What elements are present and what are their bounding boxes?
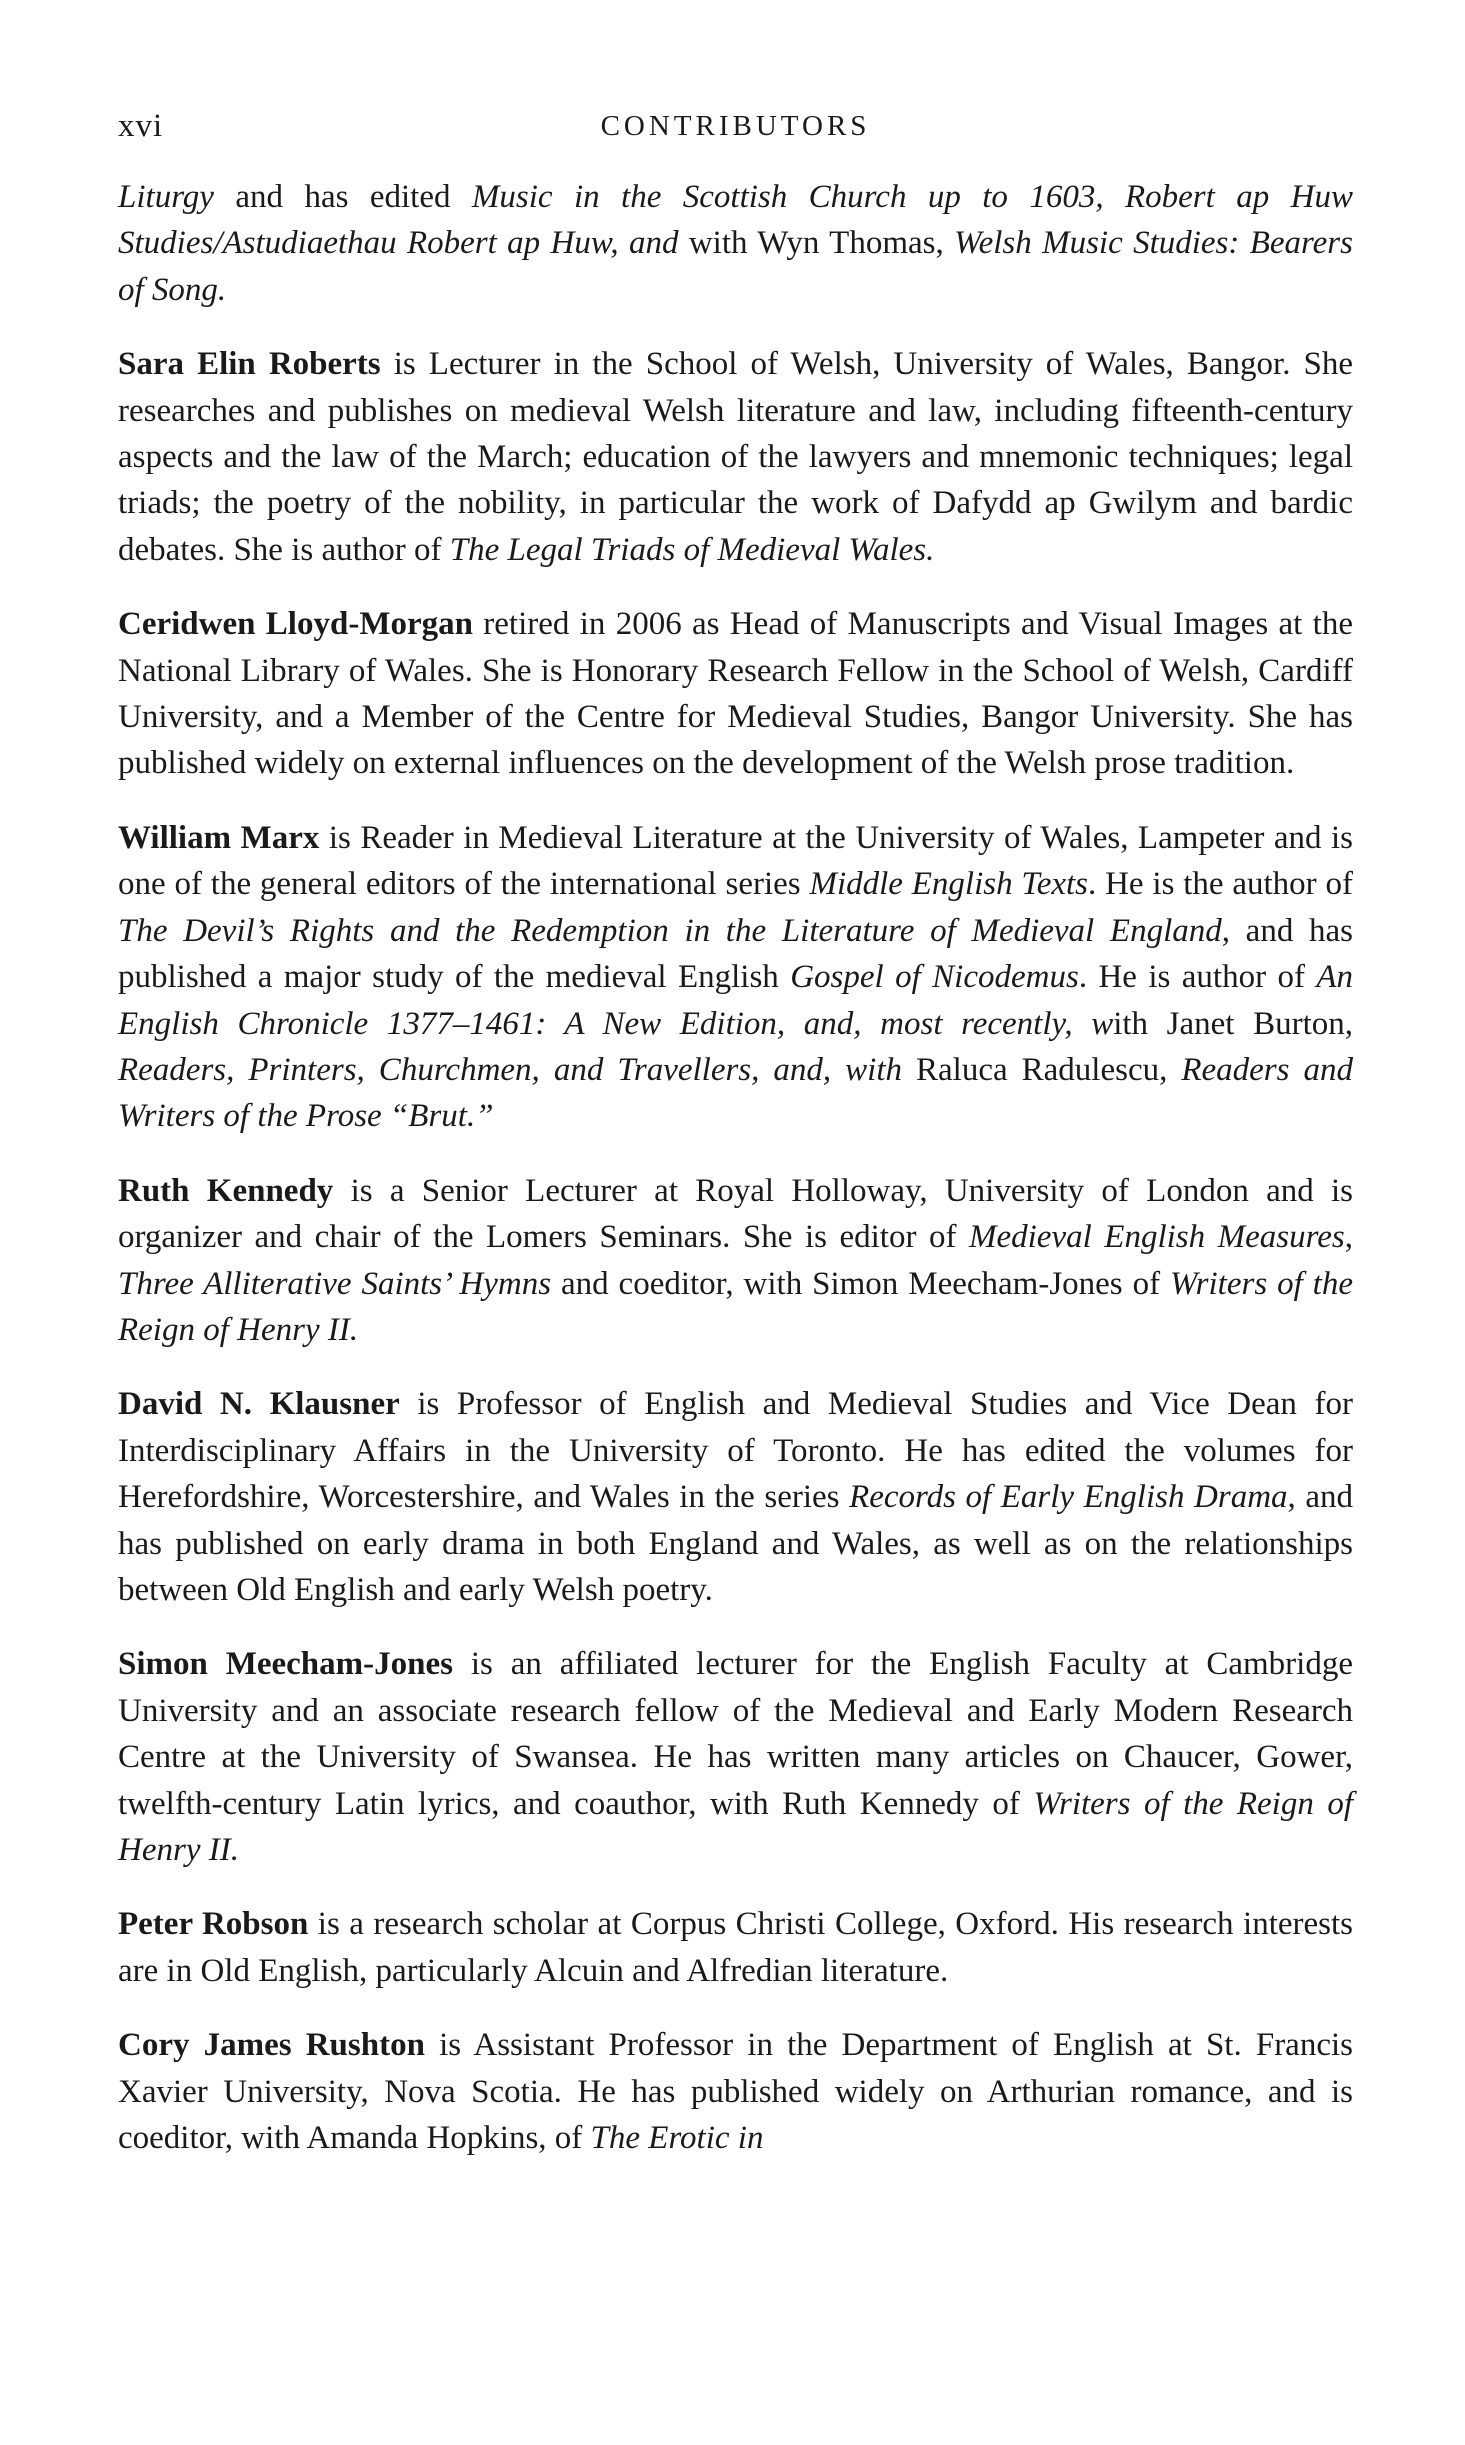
entry-text: is Professor of English and Medieval Studies and Vice Dean for Interdisciplinary Affairs in the University of Toronto. He has edited the volumes for Herefordshire, Worcestershire, and Wales in the series bbox=[118, 1386, 1353, 1516]
contributor-entry-continued bbox=[118, 174, 1353, 313]
entry-text: The Devil’s Rights and the Redemption in the Literature of Medieval England bbox=[118, 912, 1222, 949]
entry-text: Gospel of Nicodemus bbox=[790, 959, 1079, 996]
entry-text: , and has published a major study of the medieval English bbox=[118, 912, 1353, 996]
entry-text: Welsh Music Studies: Bearers of Song. bbox=[118, 225, 1353, 308]
contributor-entry bbox=[118, 1641, 1353, 1873]
contributor-name: Ceridwen Lloyd-Morgan bbox=[118, 606, 473, 643]
entry-text: Medieval English Measures bbox=[969, 1219, 1345, 1256]
entry-text: Writers of the Reign of Henry II. bbox=[118, 1785, 1353, 1868]
contributor-name: David N. Klausner bbox=[118, 1386, 400, 1423]
contributor-entry bbox=[118, 1901, 1353, 1994]
contributor-entry bbox=[118, 601, 1353, 787]
entry-text: Liturgy bbox=[118, 179, 214, 215]
entry-text: Writers of the Reign of Henry II. bbox=[118, 1265, 1353, 1348]
header-title: CONTRIBUTORS bbox=[600, 110, 871, 142]
contributor-name: William Marx bbox=[118, 819, 320, 856]
entry-text: is Reader in Medieval Literature at the University of Wales, Lampeter and is one of the general editors of the international series bbox=[118, 819, 1353, 903]
entry-text: and coeditor, with Simon Meecham-Jones of bbox=[551, 1265, 1170, 1302]
entry-text: retired in 2006 as Head of Manuscripts and Visual Images at the National Library of Wales. She is Honorary Research Fellow in the School of Welsh, Cardiff University, and a Member of the Centre for Medieval Studies, Bangor University. She has published widely on external influences on the development of the Welsh prose tradition. bbox=[118, 606, 1353, 782]
entry-text: Records of Early English Drama bbox=[849, 1479, 1288, 1516]
entry-text: . He is the author of bbox=[1088, 866, 1353, 903]
entry-text: is Assistant Professor in the Department of English at St. Francis Xavier University, Nova Scotia. He has published widely on Arthurian romance, and is coeditor, with Amanda Hopkins, of bbox=[118, 2027, 1353, 2157]
contributor-entry bbox=[118, 1168, 1353, 1354]
entry-text: is a research scholar at Corpus Christi College, Oxford. His research interests are in Old English, particularly Alcuin and Alfredian literature. bbox=[118, 1906, 1353, 1989]
contributor-entry bbox=[118, 1381, 1353, 1613]
entry-text: ith Janet Burton, bbox=[1113, 1005, 1354, 1042]
entry-text: . He is author of bbox=[1078, 959, 1317, 996]
contributor-name: Ruth Kennedy bbox=[118, 1172, 334, 1209]
contributor-name: Peter Robson bbox=[118, 1906, 309, 1943]
contributor-name: Sara Elin Roberts bbox=[118, 346, 381, 383]
entry-text: The Erotic in bbox=[590, 2120, 764, 2157]
page bbox=[118, 108, 1353, 2189]
entry-text: Readers and Writers of the Prose “Brut.” bbox=[118, 1051, 1353, 1135]
contributor-entry bbox=[118, 341, 1353, 573]
contributor-entry bbox=[118, 815, 1353, 1140]
entry-text: Three Alliterative Saints’ Hymns bbox=[118, 1265, 552, 1302]
page-number: xvi bbox=[118, 108, 164, 144]
contributor-name: Simon Meecham-Jones bbox=[118, 1646, 453, 1683]
entry-text: An English Chronicle 1377–1461: A New Edition, and, most recently, w bbox=[118, 959, 1354, 1042]
entry-text: Middle English Texts bbox=[809, 866, 1089, 903]
entry-text: , bbox=[1344, 1219, 1353, 1256]
entry-text: is Lecturer in the School of Welsh, University of Wales, Bangor. She researches and publishes on medieval Welsh literature and law, including fifteenth-century aspects and the law of the March; education of the lawyers and mnemonic techniques; legal triads; the poetry of the nobility, in particular the work of Dafydd ap Gwilym and bardic debates. She is author of bbox=[118, 346, 1354, 568]
entry-text: Raluca Radulescu, bbox=[902, 1051, 1182, 1088]
entry-text: The Legal Triads of Medieval Wales. bbox=[449, 531, 935, 568]
entry-text: Music in the Scottish Church up to 1603, Robert ap Huw Studies/Astudiaethau Robert ap Huw, and bbox=[118, 179, 1353, 262]
entry-text: is an affiliated lecturer for the English Faculty at Cambridge University and an associate research fellow of the Medieval and Early Modern Research Centre at the University of Swansea. He has written many articles on Chaucer, Gower, twelfth-century Latin lyrics, and coauthor, with Ruth Kennedy of bbox=[118, 1646, 1353, 1822]
entry-text: , and has published on early drama in both England and Wales, as well as on the relationships between Old English and early Welsh poetry. bbox=[118, 1479, 1353, 1608]
entry-text: is a Senior Lecturer at Royal Holloway, University of London and is organizer and chair of the Lomers Seminars. She is editor of bbox=[118, 1172, 1353, 1256]
running-head bbox=[118, 108, 1353, 160]
entry-text: Readers, Printers, Churchmen, and Travellers, and, with bbox=[118, 1051, 903, 1088]
entry-text: with Wyn Thomas, bbox=[678, 225, 955, 262]
contributor-entry bbox=[118, 2022, 1353, 2161]
contributor-name: Cory James Rushton bbox=[118, 2027, 425, 2064]
entry-text: and has edited bbox=[213, 179, 472, 215]
